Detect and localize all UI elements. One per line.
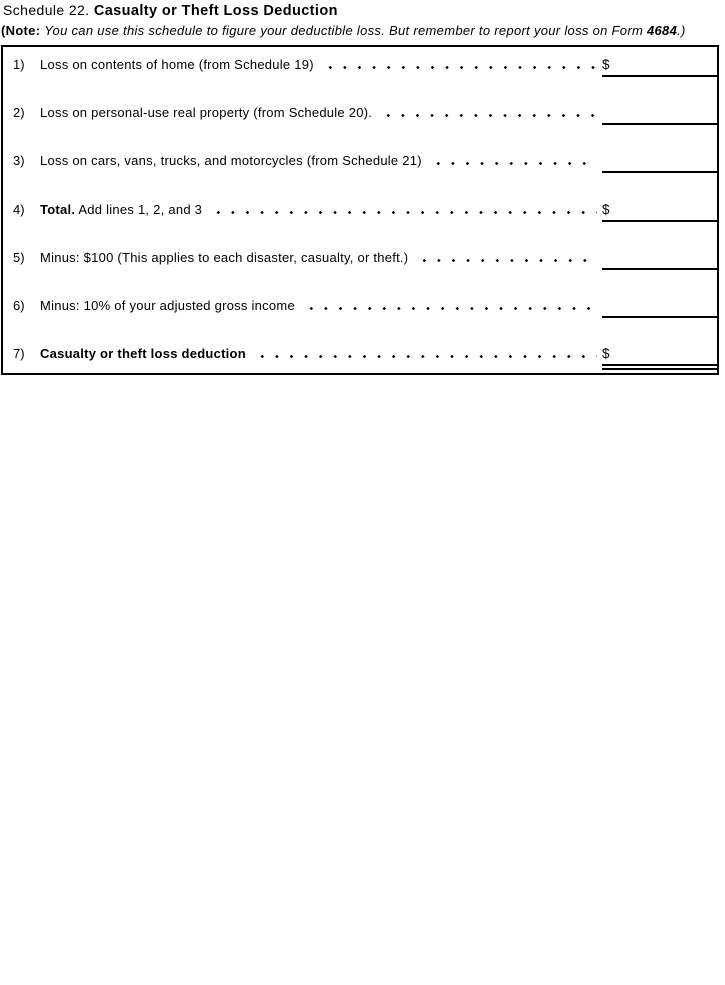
amount-field-line7[interactable] [602, 345, 717, 370]
schedule-number: Schedule 22. [3, 2, 90, 18]
note-closing: .) [677, 23, 686, 38]
amount-value-line6[interactable] [602, 298, 606, 313]
amount-value-line4[interactable] [610, 202, 614, 217]
dot-leader-3 [429, 162, 597, 165]
dollar-sign-line1: $ [602, 57, 610, 72]
note-label: (Note: [1, 23, 41, 38]
dot-leader-4 [209, 211, 597, 214]
amount-value-line1[interactable] [610, 57, 614, 72]
line-label-5 [40, 250, 408, 265]
note-line [1, 23, 686, 38]
line-label-1-text: Loss on contents of home (from Schedule 19) [40, 57, 314, 72]
form-row-7 [3, 336, 717, 375]
line-number-3: 3) [13, 153, 25, 169]
amount-value-line7[interactable] [610, 346, 614, 361]
amount-field-line3[interactable] [602, 152, 717, 173]
line-number-7: 7) [13, 346, 25, 362]
form-row-3 [3, 143, 717, 191]
line-label-3-text: Loss on cars, vans, trucks, and motorcycles (from Schedule 21) [40, 153, 422, 169]
dollar-sign-line4: $ [602, 201, 610, 217]
page-title [3, 2, 338, 19]
line-label-4-bold: Total. [40, 201, 76, 217]
line-label-2 [40, 105, 372, 120]
line-number-6: 6) [13, 297, 25, 313]
line-label-7-bold: Casualty or theft loss deduction [40, 346, 246, 362]
schedule-form-box [1, 45, 719, 375]
dollar-sign-line7: $ [602, 346, 610, 362]
dot-leader-5 [415, 259, 597, 262]
line-label-3 [40, 153, 422, 168]
dot-leader-7 [253, 355, 597, 358]
line-label-4-text: Add lines 1, 2, and 3 [78, 201, 203, 217]
form-row-5 [3, 240, 717, 288]
amount-field-line4[interactable] [602, 201, 717, 222]
amount-field-line2[interactable] [602, 104, 717, 125]
form-row-1 [3, 47, 717, 95]
amount-field-line1[interactable] [602, 56, 717, 77]
line-number-2: 2) [13, 105, 25, 121]
line-number-5: 5) [13, 249, 25, 265]
form-row-4 [3, 192, 717, 240]
line-number-4: 4) [13, 201, 25, 217]
line-label-6-text: Minus: 10% of your adjusted gross income [40, 297, 295, 313]
note-body: You can use this schedule to figure your deductible loss. But remember to report your loss on Form [44, 23, 644, 38]
line-label-5-text: Minus: $100 (This applies to each disaster, casualty, or theft.) [40, 249, 409, 265]
line-label-1 [40, 57, 314, 72]
form-row-6 [3, 288, 717, 336]
line-label-6 [40, 298, 295, 313]
amount-value-line3[interactable] [602, 153, 606, 168]
note-form-reference: 4684 [647, 23, 678, 38]
amount-value-line2[interactable] [602, 105, 606, 120]
amount-value-line5[interactable] [602, 250, 606, 265]
line-label-7 [40, 346, 246, 361]
dot-leader-2 [379, 114, 597, 117]
dot-leader-6 [302, 307, 597, 310]
line-label-2-text: Loss on personal-use real property (from Schedule 20). [40, 105, 373, 121]
line-number-1: 1) [13, 57, 25, 72]
dot-leader-1 [321, 66, 597, 69]
amount-field-line5[interactable] [602, 249, 717, 270]
schedule-title: Casualty or Theft Loss Deduction [93, 3, 338, 19]
line-label-4 [40, 202, 202, 217]
amount-field-line6[interactable] [602, 297, 717, 318]
form-row-2 [3, 95, 717, 143]
